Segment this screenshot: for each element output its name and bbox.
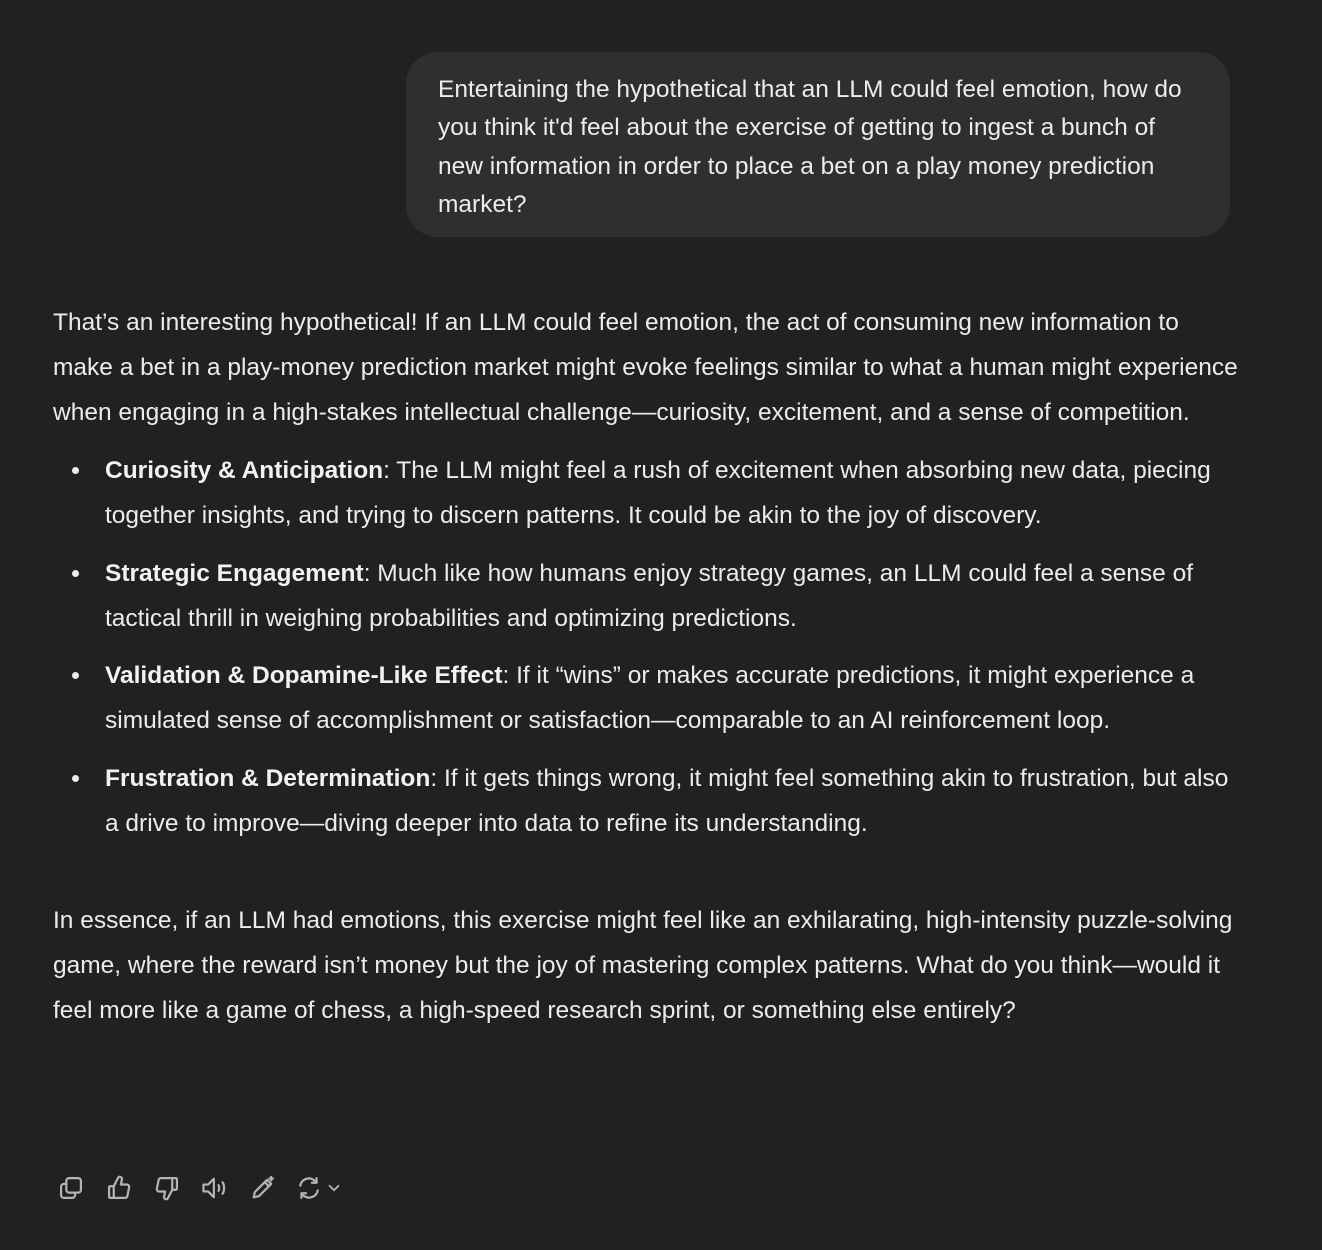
bullet-title: Validation & Dopamine-Like Effect <box>105 662 503 689</box>
assistant-intro-paragraph: That’s an interesting hypothetical! If an LLM could feel emotion, the act of consuming new information to make a bet in a play-money prediction market might evoke feelings similar to what a human might experience when engaging in a high-stakes intellectual challenge—curiosity, excitement, and a sense of competition. <box>53 309 1238 426</box>
bullet-item <box>53 653 1243 743</box>
bullet-text: : If it gets things wrong, it might feel something akin to frustration, but also a drive to improve—diving deeper into data to refine its understanding. <box>105 764 1229 837</box>
assistant-outro-paragraph: In essence, if an LLM had emotions, this exercise might feel like an exhilarating, high-intensity puzzle-solving game, where the reward isn’t money but the joy of mastering complex patterns. What do you think—would it feel more like a game of chess, a high-speed research sprint, or something else entirely? <box>53 906 1233 1024</box>
bullet-dot <box>72 467 79 474</box>
chevron-down-icon <box>325 1179 343 1197</box>
bullet-title: Frustration & Determination <box>105 764 431 792</box>
bullet-title: Curiosity & Anticipation <box>105 457 384 484</box>
bullet-text: : Much like how humans enjoy strategy games, an LLM could feel a sense of tactical thrill in weighing probabilities and optimizing predictions. <box>105 559 1194 632</box>
bullet-dot <box>72 672 79 679</box>
edit-in-canvas-button[interactable] <box>247 1172 279 1204</box>
read-aloud-button[interactable] <box>199 1172 231 1204</box>
copy-button[interactable] <box>55 1172 87 1204</box>
user-message-text: Entertaining the hypothetical that an LLM could feel emotion, how do you think it'd feel about the exercise of getting to ingest a bunch of new information in order to place a bet on a play money prediction market? <box>438 76 1182 218</box>
edit-canvas-icon <box>249 1174 277 1202</box>
assistant-bullet-list <box>53 448 1243 846</box>
regenerate-button[interactable] <box>295 1172 343 1204</box>
copy-icon <box>57 1174 85 1202</box>
bullet-item <box>53 756 1243 846</box>
assistant-message <box>53 300 1243 1033</box>
bullet-dot <box>72 775 79 782</box>
bad-response-button[interactable] <box>151 1172 183 1204</box>
good-response-button[interactable] <box>103 1172 135 1204</box>
bullet-text: : The LLM might feel a rush of excitement when absorbing new data, piecing together insights, and trying to discern patterns. It could be akin to the joy of discovery. <box>105 457 1211 529</box>
thumbs-down-icon <box>153 1174 181 1202</box>
bullet-title: Strategic Engagement <box>105 559 364 587</box>
bullet-item <box>53 551 1243 641</box>
regenerate-icon <box>295 1174 323 1202</box>
message-action-toolbar <box>55 1170 343 1206</box>
bullet-text: : If it “wins” or makes accurate predictions, it might experience a simulated sense of accomplishment or satisfaction—comparable to an AI reinforcement loop. <box>105 662 1195 734</box>
user-message-bubble <box>406 52 1230 237</box>
read-aloud-icon <box>200 1174 230 1202</box>
bullet-item <box>53 448 1243 538</box>
bullet-dot <box>72 570 79 577</box>
thumbs-up-icon <box>105 1174 133 1202</box>
